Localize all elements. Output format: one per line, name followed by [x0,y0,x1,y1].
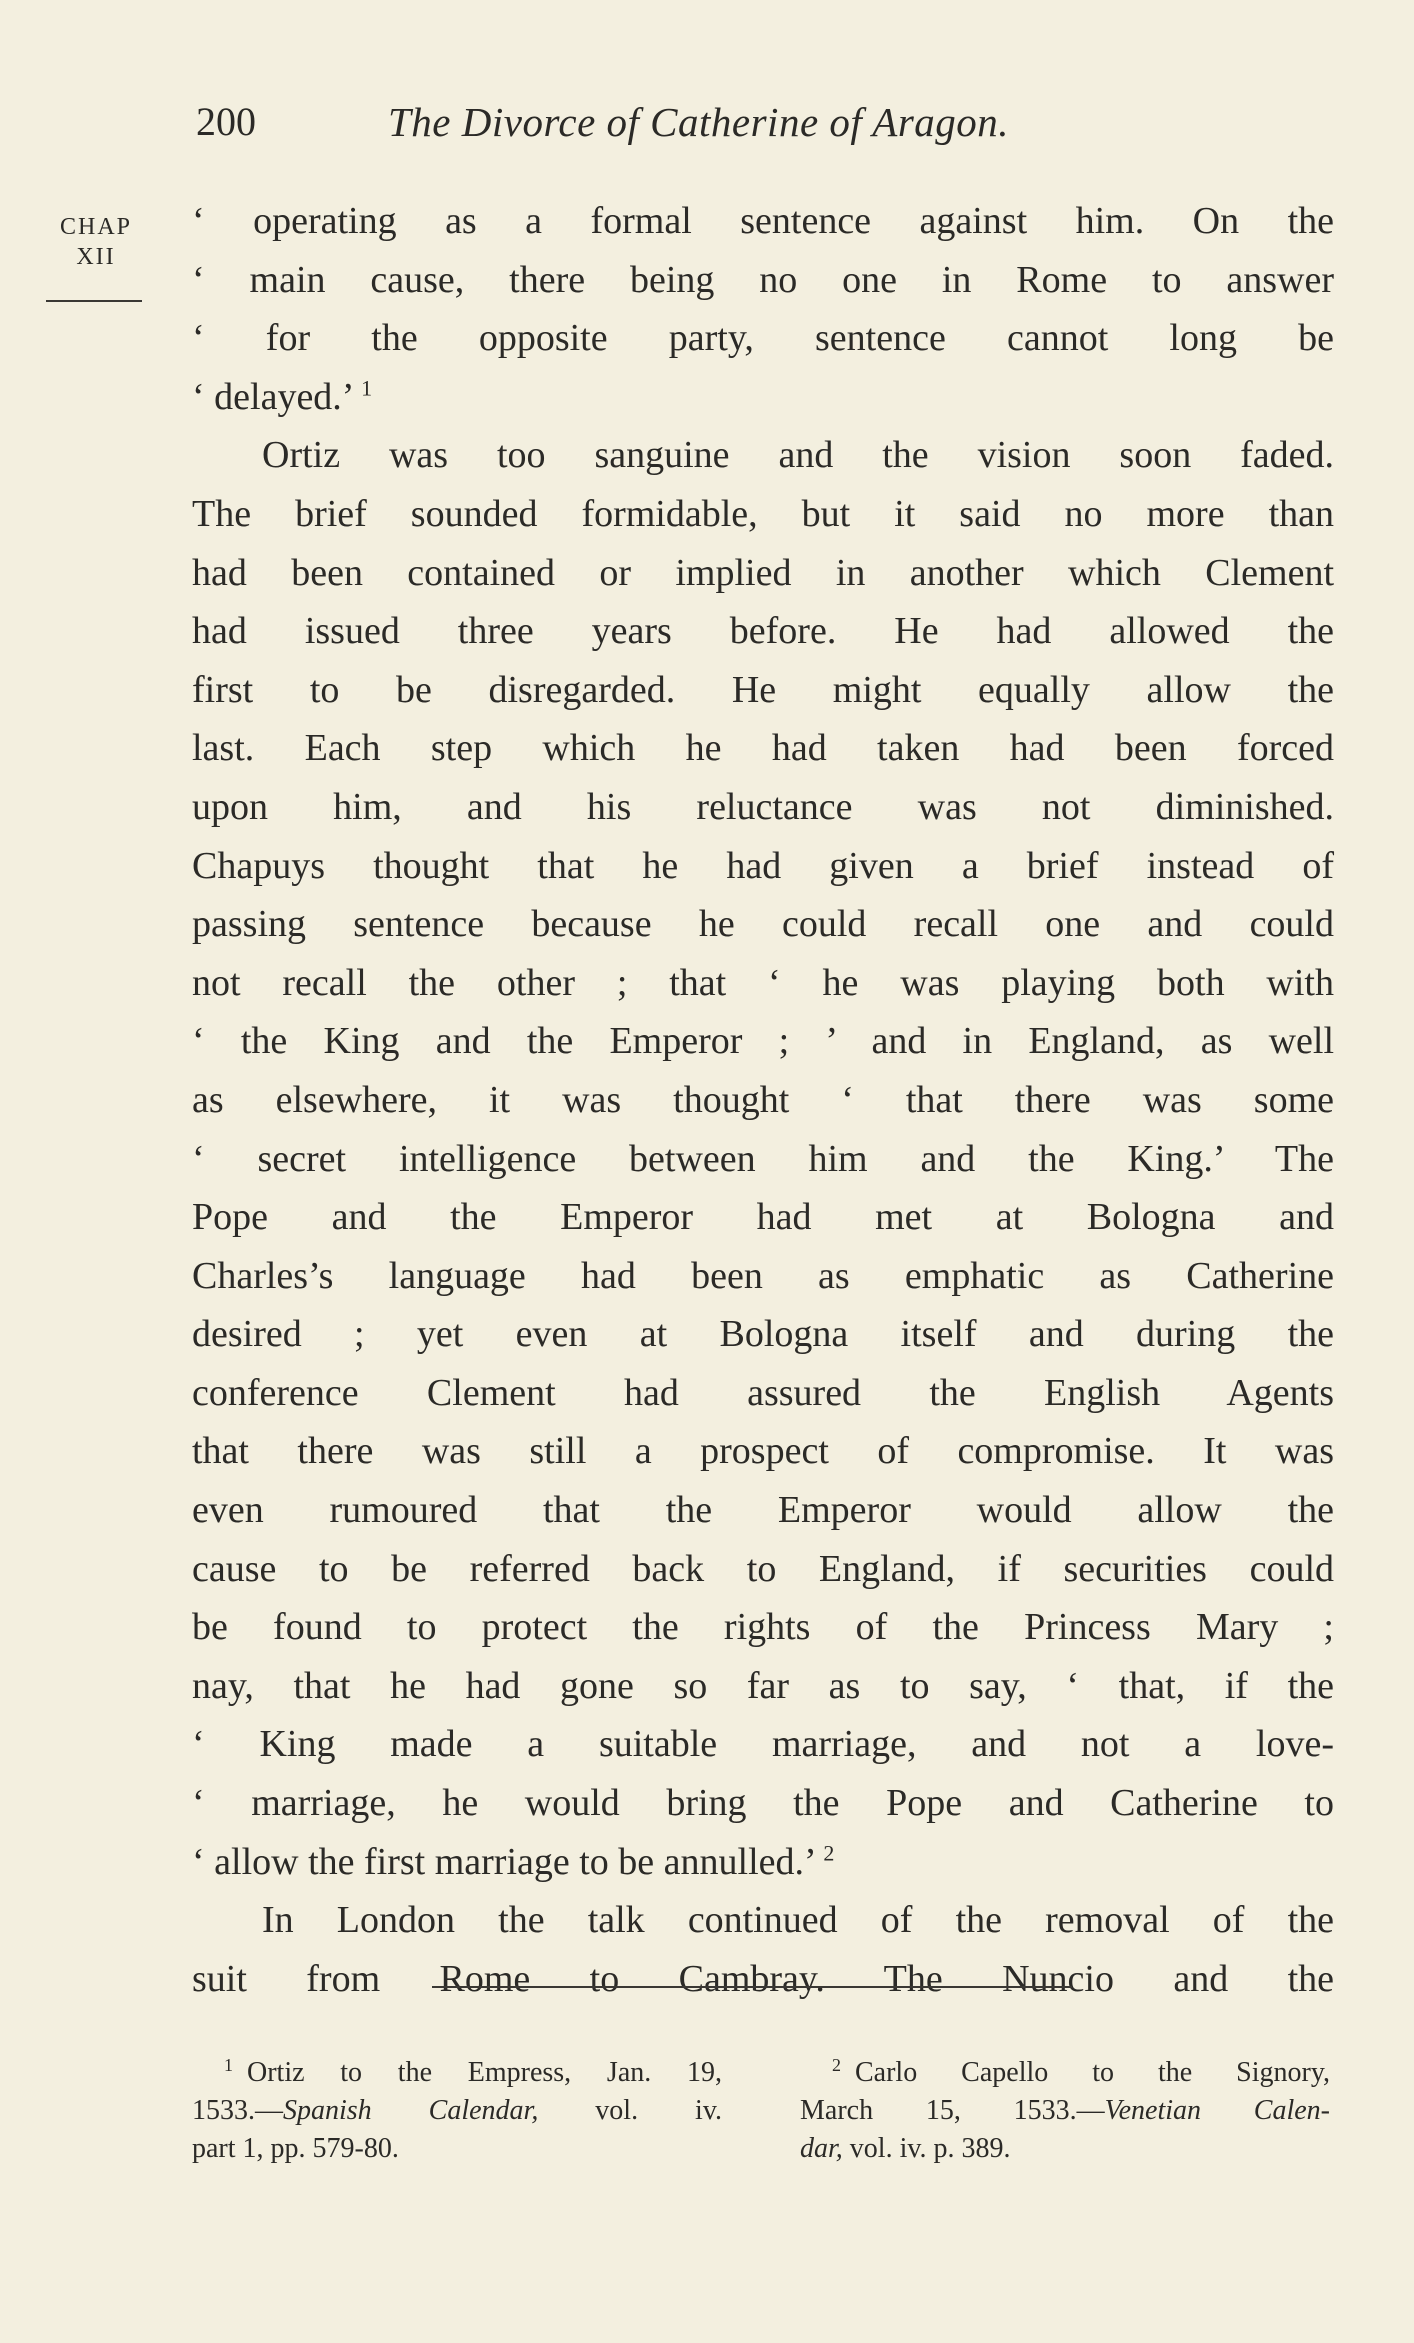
text-line: cause to be referred back to England, if securities could [192,1547,1334,1590]
running-title: The Divorce of Catherine of Aragon. [388,99,1010,145]
footnote-mark: 2 [832,2054,841,2075]
text-line: suit from Rome to Cambray. The Nuncio and the [192,1957,1334,2000]
text-line: Chapuys thought that he had given a brief instead of [192,844,1334,887]
footnote-text: vol. iv. [538,2095,722,2126]
footnote-line [192,2054,722,2092]
text-line: ‘ secret intelligence between him and the King.’ The [192,1137,1334,1180]
text-line [192,368,1334,427]
text-line-content: ‘ delayed.’ [192,375,352,418]
footnote-line [800,2054,1330,2092]
footnote-reference-2: 2 [823,1839,835,1865]
text-line: as elsewhere, it was thought ‘ that there was some [192,1078,1334,1121]
margin-rule [46,300,142,302]
text-line: Pope and the Emperor had met at Bologna and [192,1196,1334,1239]
footnote-text: 1533.— [192,2095,283,2126]
body-text [192,192,1334,2008]
text-line: last. Each step which he had taken had been forced [192,727,1334,770]
text-line [192,1833,1334,1892]
text-line: ‘ King made a suitable marriage, and not a love- [192,1723,1334,1766]
text-line-content: ‘ allow the first marriage to be annulled.’ [192,1840,814,1883]
text-line: Charles’s language had been as emphatic as Catherine [192,1254,1334,1297]
footnote-rule [432,1986,1072,1988]
footnote-citation-title: Venetian Calen- [1104,2095,1330,2126]
text-line: conference Clement had assured the English Agents [192,1371,1334,1414]
footnote-text: vol. iv. p. 389. [842,2133,1011,2164]
text-line: nay, that he had gone so far as to say, ‘ that, if the [192,1664,1334,1707]
text-line: passing sentence because he could recall one and could [192,903,1334,946]
text-line: ‘ for the opposite party, sentence cannot long be [192,317,1334,360]
footnote-2 [800,2054,1330,2168]
footnote-text: March 15, 1533.— [800,2095,1105,2126]
text-line: ‘ marriage, he would bring the Pope and Catherine to [192,1782,1334,1825]
footnote-line [192,2092,722,2130]
footnote-citation-title: Spanish Calendar, [283,2095,539,2126]
text-line: first to be disregarded. He might equally allow the [192,668,1334,711]
text-line: In London the talk continued of the removal of the [262,1899,1334,1942]
footnote-citation-title: dar, [800,2133,843,2164]
footnote-1 [192,2054,722,2168]
text-line: had issued three years before. He had allowed the [192,610,1334,653]
text-line: be found to protect the rights of the Princess Mary ; [192,1606,1334,1649]
page-number: 200 [196,99,256,144]
footnote-text: Carlo Capello to the Signory, [855,2057,1330,2088]
footnote-line [800,2130,1330,2168]
footnote-line: part 1, pp. 579-80. [192,2133,399,2164]
text-line: ‘ operating as a formal sentence against him. On the [192,200,1334,242]
footnote-reference-1: 1 [361,375,373,401]
chapter-number: XII [76,244,116,270]
text-line: that there was still a prospect of compromise. It was [192,1430,1334,1473]
text-line: The brief sounded formidable, but it said no more than [192,492,1334,535]
chapter-margin-note [48,212,144,272]
text-line: even rumoured that the Emperor would allow the [192,1489,1334,1532]
text-line: ‘ the King and the Emperor ; ’ and in England, as well [192,1020,1334,1063]
footnote-line [800,2092,1330,2130]
text-line: desired ; yet even at Bologna itself and during the [192,1313,1334,1356]
footnote-mark: 1 [224,2054,233,2075]
footnote-text: Ortiz to the Empress, Jan. 19, [247,2057,722,2088]
text-line: upon him, and his reluctance was not diminished. [192,785,1334,828]
text-line: Ortiz was too sanguine and the vision soon faded. [262,434,1334,477]
text-line: had been contained or implied in another which Clement [192,551,1334,594]
text-line: not recall the other ; that ‘ he was playing both with [192,961,1334,1004]
chapter-label: CHAP [59,214,133,240]
text-line: ‘ main cause, there being no one in Rome to answer [192,258,1334,301]
